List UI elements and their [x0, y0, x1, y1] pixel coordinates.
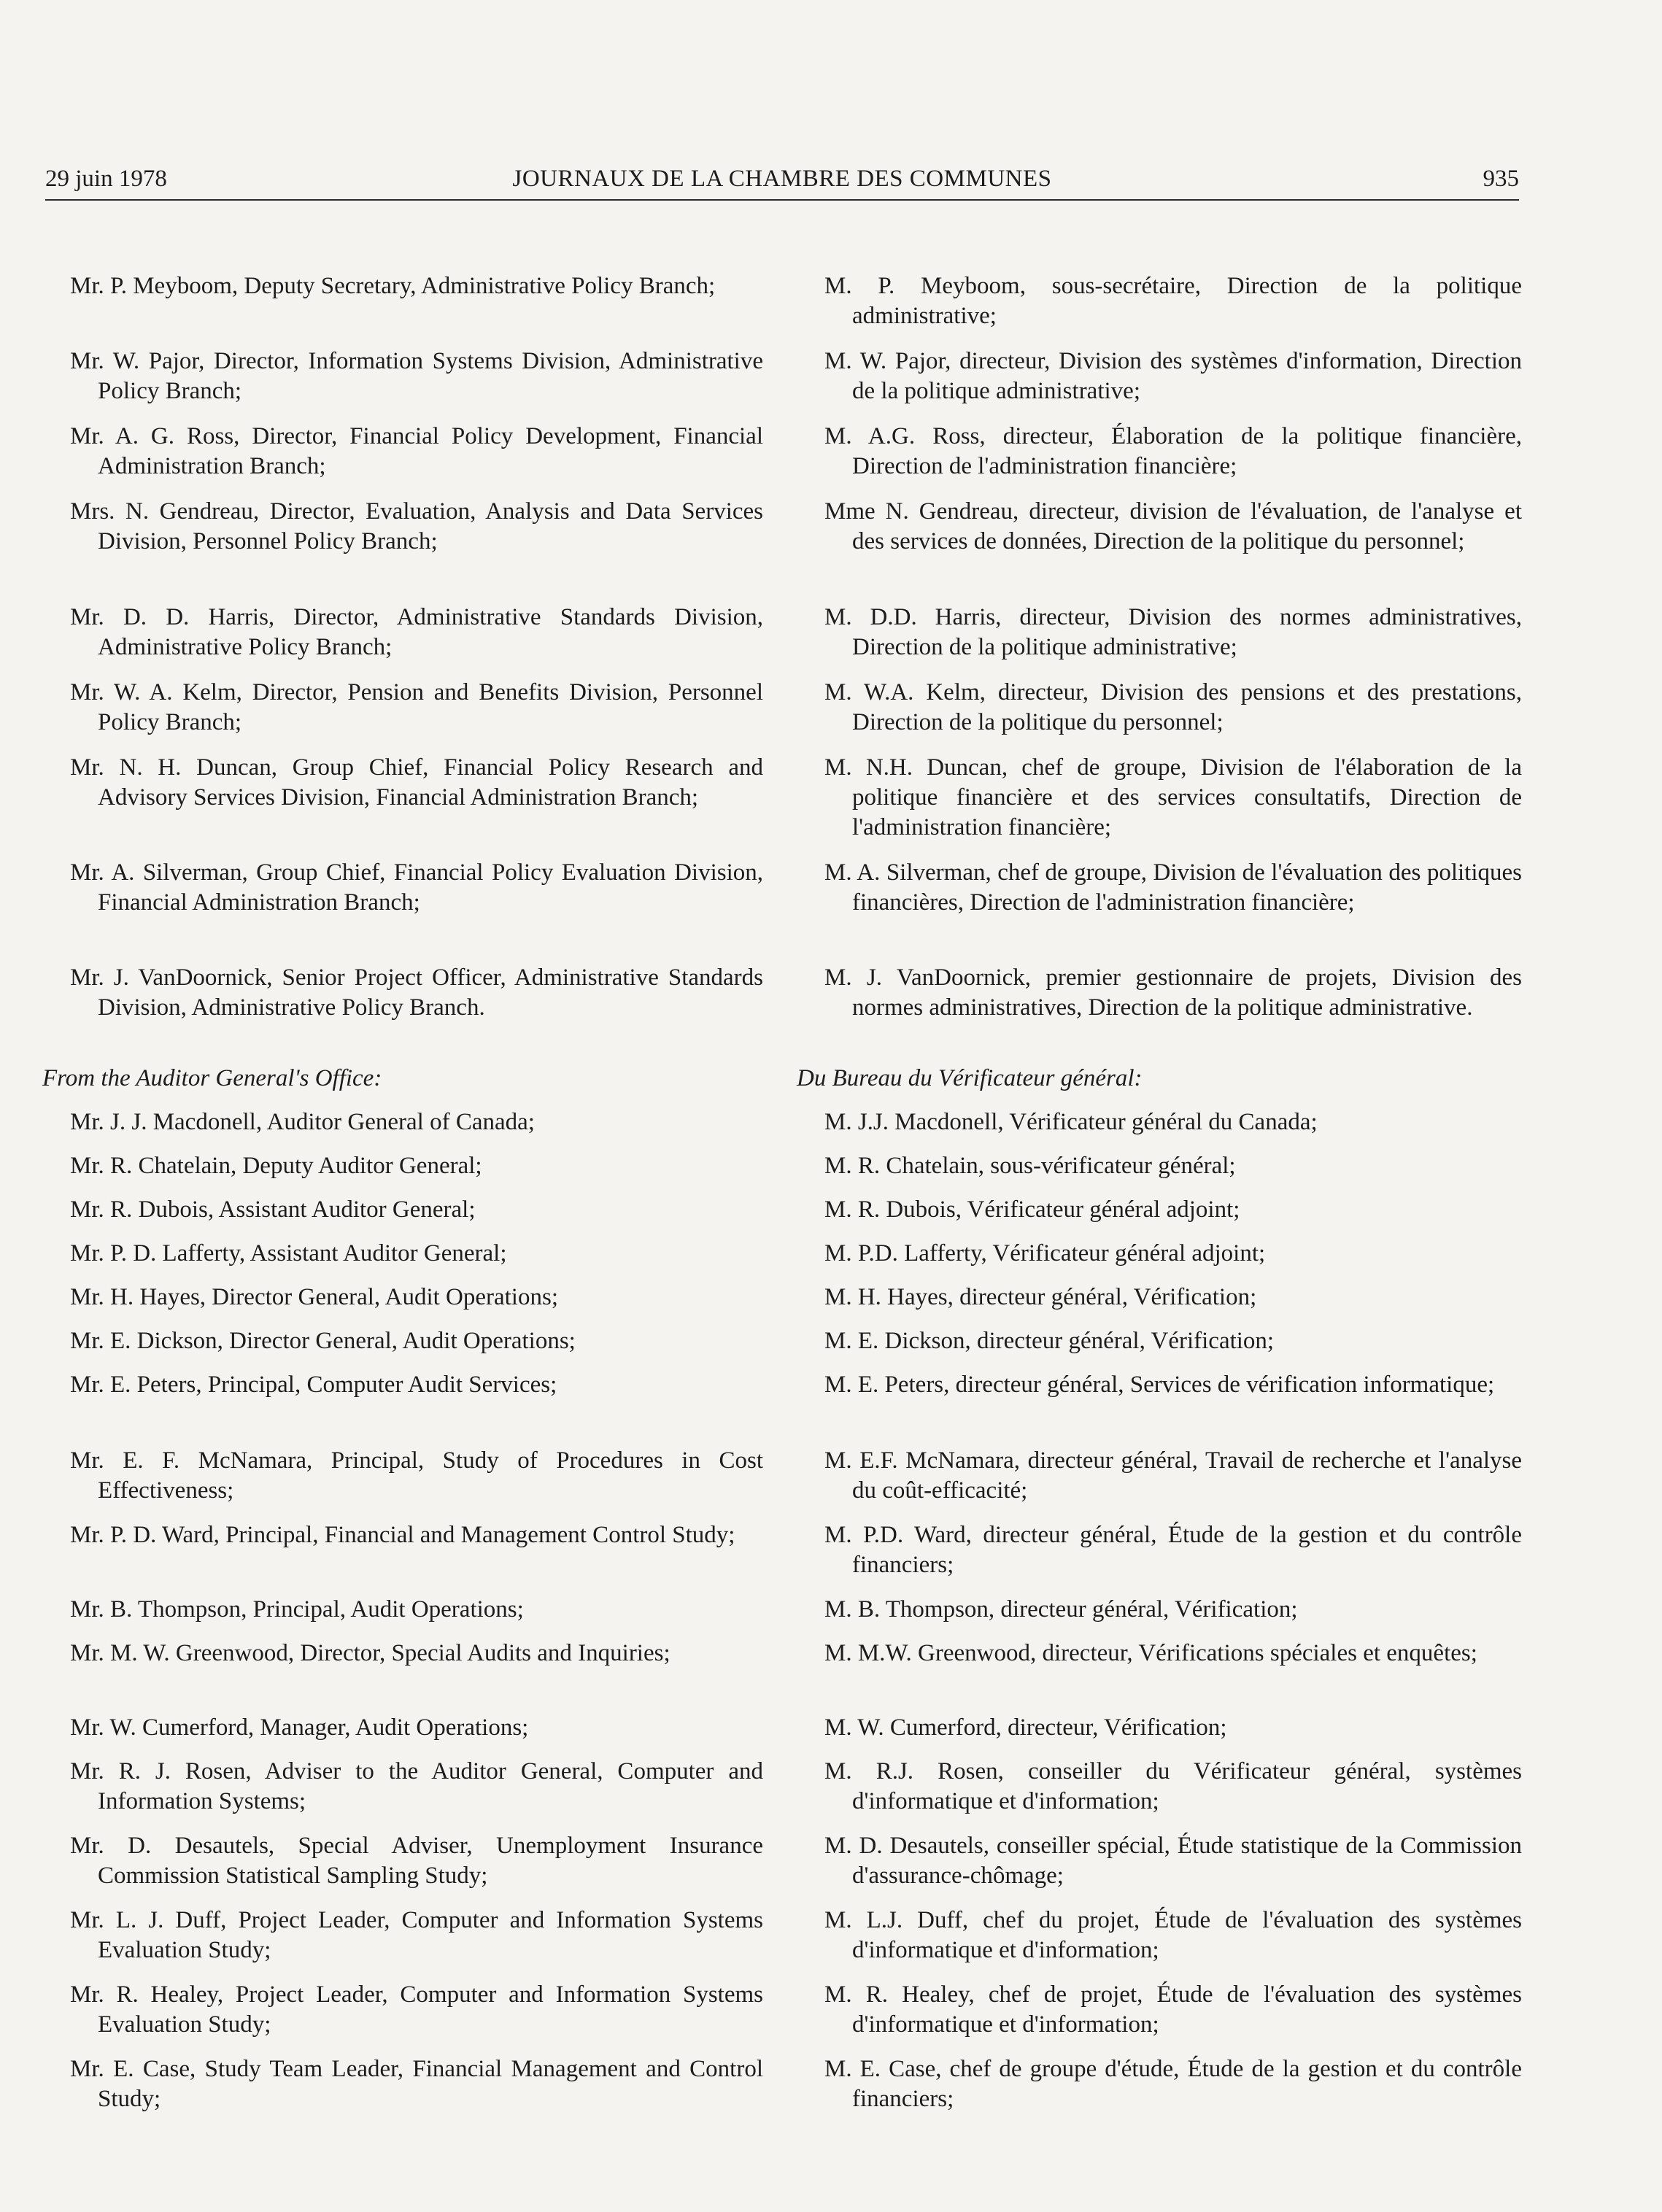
witness-entry: M. P.D. Ward, directeur général, Étude de la gestion et du contrôle financiers; — [824, 1522, 1522, 1578]
witness-entry: Mr. W. Cumerford, Manager, Audit Operations; — [70, 1714, 529, 1741]
witness-entry: M. J.J. Macdonell, Vérificateur général du Canada; — [824, 1109, 1318, 1135]
witness-entry: Mr. E. Peters, Principal, Computer Audit Services; — [70, 1372, 557, 1398]
witness-entry: Mr. P. D. Lafferty, Assistant Auditor General; — [70, 1240, 507, 1267]
witness-entry: Mr. W. A. Kelm, Director, Pension and Benefits Division, Personnel Policy Branch; — [70, 679, 763, 735]
witness-entry: M. R. Dubois, Vérificateur général adjoint; — [824, 1196, 1240, 1223]
page-header — [45, 163, 1519, 195]
witness-entry: M. H. Hayes, directeur général, Vérification; — [824, 1284, 1257, 1310]
witness-entry: M. B. Thompson, directeur général, Vérification; — [824, 1596, 1298, 1623]
witness-entry: Mr. P. Meyboom, Deputy Secretary, Administrative Policy Branch; — [70, 273, 716, 299]
witness-entry: M. L.J. Duff, chef du projet, Étude de l'évaluation des systèmes d'informatique et d'information; — [824, 1907, 1522, 1963]
witness-entry: Mr. A. G. Ross, Director, Financial Policy Development, Financial Administration Branch; — [70, 423, 763, 479]
witness-entry: M. E. Peters, directeur général, Services de vérification informatique; — [824, 1372, 1495, 1398]
witness-entry: M. P. Meyboom, sous-secrétaire, Direction de la politique administrative; — [824, 273, 1522, 329]
journal-title: JOURNAUX DE LA CHAMBRE DES COMMUNES — [512, 166, 1052, 192]
witness-entry: Mr. R. Chatelain, Deputy Auditor General; — [70, 1153, 482, 1179]
witness-entry: M. E. Case, chef de groupe d'étude, Étude de la gestion et du contrôle financiers; — [824, 2056, 1522, 2112]
witness-entry: Mr. E. Dickson, Director General, Audit Operations; — [70, 1328, 576, 1354]
witness-entry: Mr. L. J. Duff, Project Leader, Computer and Information Systems Evaluation Study; — [70, 1907, 763, 1963]
witness-entry: Mr. J. VanDoornick, Senior Project Officer, Administrative Standards Division, Administrative Policy Branch. — [70, 964, 763, 1021]
witness-entry: Mr. B. Thompson, Principal, Audit Operations; — [70, 1596, 524, 1623]
witness-entry: M. J. VanDoornick, premier gestionnaire de projets, Division des normes administratives, Direction de la politique administrative. — [824, 964, 1522, 1021]
header-rule — [45, 199, 1519, 201]
witness-entry: Mr. E. F. McNamara, Principal, Study of Procedures in Cost Effectiveness; — [70, 1447, 763, 1504]
witness-entry: M. R. Chatelain, sous-vérificateur général; — [824, 1153, 1236, 1179]
witness-entry: Mr. A. Silverman, Group Chief, Financial Policy Evaluation Division, Financial Administration Branch; — [70, 859, 763, 916]
witness-entry: Mr. H. Hayes, Director General, Audit Operations; — [70, 1284, 558, 1310]
witness-entry: M. W.A. Kelm, directeur, Division des pensions et des prestations, Direction de la politique du personnel; — [824, 679, 1522, 735]
witness-entry: Mr. D. D. Harris, Director, Administrative Standards Division, Administrative Policy Branch; — [70, 604, 763, 660]
witness-entry: Mr. M. W. Greenwood, Director, Special Audits and Inquiries; — [70, 1640, 670, 1666]
witness-entry: Mr. P. D. Ward, Principal, Financial and Management Control Study; — [70, 1522, 735, 1548]
witness-entry: M. D. Desautels, conseiller spécial, Étude statistique de la Commission d'assurance-chômage; — [824, 1833, 1522, 1889]
witness-entry: M. D.D. Harris, directeur, Division des normes administratives, Direction de la politique administrative; — [824, 604, 1522, 660]
witness-entry: Mr. R. J. Rosen, Adviser to the Auditor General, Computer and Information Systems; — [70, 1758, 763, 1814]
witness-entry: Mr. E. Case, Study Team Leader, Financial Management and Control Study; — [70, 2056, 763, 2112]
witness-entry: M. W. Cumerford, directeur, Vérification; — [824, 1714, 1227, 1741]
witness-entry: Mr. R. Dubois, Assistant Auditor General; — [70, 1196, 476, 1223]
witness-entry: Mr. N. H. Duncan, Group Chief, Financial Policy Research and Advisory Services Division, Financial Administration Branch; — [70, 754, 763, 811]
witness-entry: M. P.D. Lafferty, Vérificateur général adjoint; — [824, 1240, 1266, 1267]
witness-entry: Mr. R. Healey, Project Leader, Computer and Information Systems Evaluation Study; — [70, 1981, 763, 2038]
witness-entry: M. W. Pajor, directeur, Division des systèmes d'information, Direction de la politique administrative; — [824, 348, 1522, 404]
witness-entry: M. R.J. Rosen, conseiller du Vérificateur général, systèmes d'informatique et d'information; — [824, 1758, 1522, 1814]
witness-entry: M. E. Dickson, directeur général, Vérification; — [824, 1328, 1275, 1354]
witness-entry: M. M.W. Greenwood, directeur, Vérifications spéciales et enquêtes; — [824, 1640, 1477, 1666]
header-date: 29 juin 1978 — [45, 166, 167, 192]
page-number: 935 — [1483, 166, 1519, 192]
section-heading: Du Bureau du Vérificateur général: — [797, 1065, 1143, 1091]
witness-entry: M. A. Silverman, chef de groupe, Division de l'évaluation des politiques financières, Direction de l'administration financière; — [824, 859, 1522, 916]
witness-entry: M. E.F. McNamara, directeur général, Travail de recherche et l'analyse du coût-efficacité; — [824, 1447, 1522, 1504]
witness-entry: Mr. J. J. Macdonell, Auditor General of Canada; — [70, 1109, 535, 1135]
witness-entry: M. R. Healey, chef de projet, Étude de l'évaluation des systèmes d'informatique et d'information; — [824, 1981, 1522, 2038]
section-heading: From the Auditor General's Office: — [42, 1065, 382, 1091]
witness-entry: Mr. D. Desautels, Special Adviser, Unemployment Insurance Commission Statistical Sampling Study; — [70, 1833, 763, 1889]
witness-entry: M. N.H. Duncan, chef de groupe, Division de l'élaboration de la politique financière et des services consultatifs, Direction de l'administration financière; — [824, 754, 1522, 840]
witness-entry: Mme N. Gendreau, directeur, division de l'évaluation, de l'analyse et des services de données, Direction de la politique du personnel; — [824, 498, 1522, 554]
witness-entry: Mr. W. Pajor, Director, Information Systems Division, Administrative Policy Branch; — [70, 348, 763, 404]
witness-entry: M. A.G. Ross, directeur, Élaboration de la politique financière, Direction de l'administration financière; — [824, 423, 1522, 479]
witness-entry: Mrs. N. Gendreau, Director, Evaluation, Analysis and Data Services Division, Personnel Policy Branch; — [70, 498, 763, 554]
